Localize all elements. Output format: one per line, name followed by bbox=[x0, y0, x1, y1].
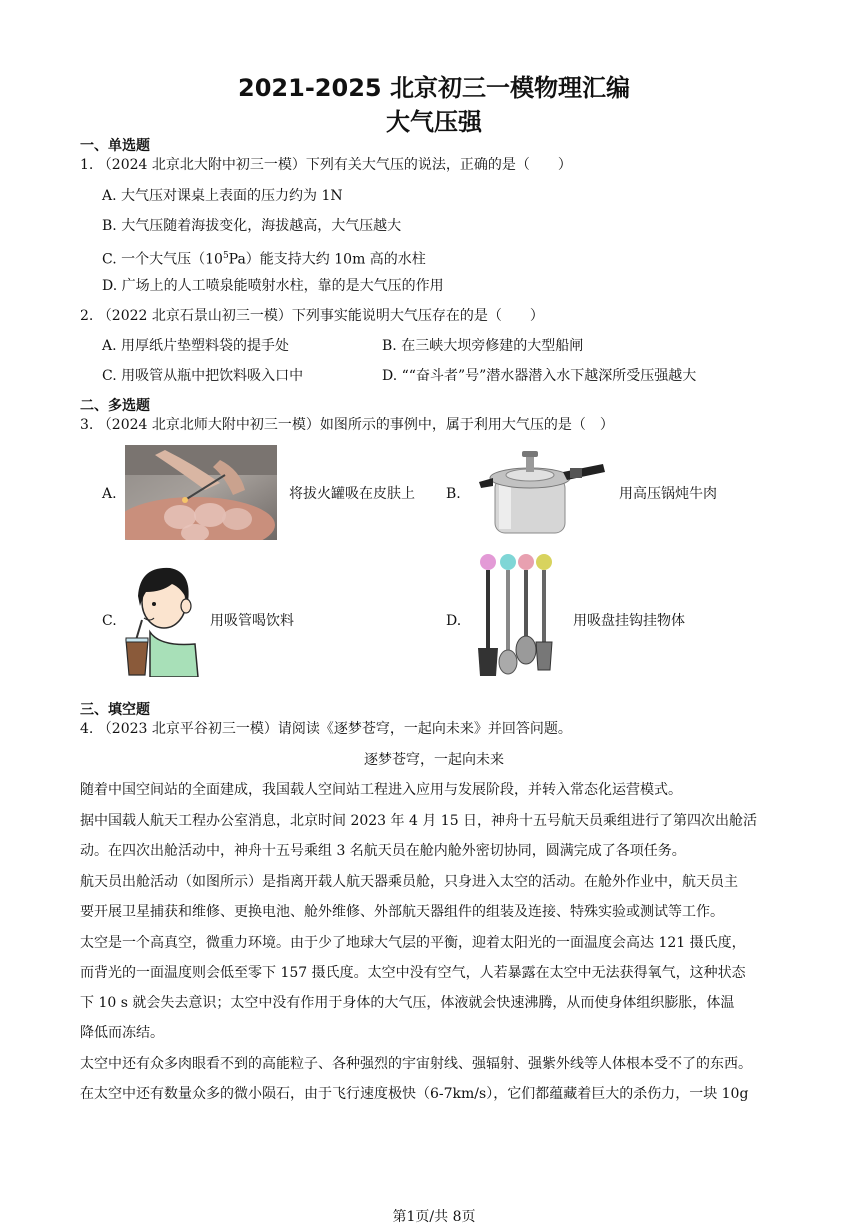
section-heading-fill-in: 三、填空题 bbox=[80, 702, 150, 718]
article-line: 降低而冻结。 bbox=[80, 1025, 164, 1041]
document-subtitle: 大气压强 bbox=[386, 108, 482, 136]
question-1-option-c: C. 一个大气压$(10^5Pa)$能支持大约 10m 高的水柱 bbox=[102, 251, 426, 268]
section-heading-single-choice: 一、单选题 bbox=[80, 138, 150, 154]
question-1-option-b: B. 大气压随着海拔变化，海拔越高，大气压越大 bbox=[102, 218, 402, 234]
section-heading-multiple-choice: 二、多选题 bbox=[80, 398, 150, 414]
article-line: 而背光的一面温度则会低至零下 157 摄氏度。太空中没有空气，人若暴露在太空中无法获得氧气，这种状态 bbox=[80, 965, 746, 981]
question-3-option-b-letter: B. bbox=[446, 486, 461, 502]
question-2-option-c: C. 用吸管从瓶中把饮料吸入口中 bbox=[102, 368, 304, 384]
question-2-option-a: A. 用厚纸片垫塑料袋的提手处 bbox=[102, 338, 290, 354]
article-line: 太空中还有众多肉眼看不到的高能粒子、各种强烈的宇宙射线、强辐射、强紫外线等人体根本受不了的东西。 bbox=[80, 1056, 752, 1072]
question-3-option-a-letter: A. bbox=[102, 486, 117, 502]
question-2-stem: 2. （2022 北京石景山初三一模）下列事实能说明大气压存在的是（ ） bbox=[80, 308, 544, 324]
suction-hook-utensils-image bbox=[474, 552, 559, 680]
question-1-option-a: A. 大气压对课桌上表面的压力约为 1N bbox=[102, 188, 343, 204]
article-line: 在太空中还有数量众多的微小陨石，由于飞行速度极快（6-7km/s），它们都蕴藏着巨大的杀伤力，一块 10g bbox=[80, 1086, 749, 1102]
question-3-option-c-letter: C. bbox=[102, 613, 117, 629]
question-3-option-d-letter: D. bbox=[446, 613, 462, 629]
article-line: 航天员出舱活动（如图所示）是指离开载人航天器乘员舱，只身进入太空的活动。在舱外作业中，航天员主 bbox=[80, 874, 738, 890]
pressure-cooker-image bbox=[475, 448, 610, 540]
question-2-option-d: D. ““奋斗者”号”潜水器潜入水下越深所受压强越大 bbox=[382, 368, 697, 384]
article-line: 据中国载人航天工程办公室消息，北京时间 2023 年 4 月 15 日，神舟十五号航天员乘组进行了第四次出舱活 bbox=[80, 813, 758, 829]
article-line: 太空是一个高真空，微重力环境。由于少了地球大气层的平衡，迎着太阳光的一面温度会高达 121 摄氏度， bbox=[80, 935, 746, 951]
article-line: 要开展卫星捕获和维修、更换电池、舱外维修、外部航天器组件的组装及连接、特殊实验或测试等工作。 bbox=[80, 904, 724, 920]
question-3-stem: 3. （2024 北京北师大附中初三一模）如图所示的事例中，属于利用大气压的是（ ） bbox=[80, 417, 614, 433]
article-line: 动。在四次出舱活动中，神舟十五号乘组 3 名航天员在舱内舱外密切协同，圆满完成了各项任务。 bbox=[80, 843, 686, 859]
question-2-option-b: B. 在三峡大坝旁修建的大型船闸 bbox=[382, 338, 584, 354]
boy-drinking-straw-illustration bbox=[120, 562, 202, 677]
document-title: 2021-2025 北京初三一模物理汇编 bbox=[238, 74, 630, 102]
cupping-therapy-photo bbox=[125, 445, 277, 540]
question-4-stem: 4. （2023 北京平谷初三一模）请阅读《逐梦苍穹，一起向未来》并回答问题。 bbox=[80, 721, 572, 737]
question-1-stem: 1. （2024 北京北大附中初三一模）下列有关大气压的说法，正确的是（ ） bbox=[80, 157, 572, 173]
article-title: 逐梦苍穹，一起向未来 bbox=[364, 752, 504, 768]
page-footer: 第1页/共 8页 bbox=[392, 1209, 476, 1225]
question-3-option-c-text: 用吸管喝饮料 bbox=[210, 613, 294, 629]
article-line: 下 10 s 就会失去意识；太空中没有作用于身体的大气压，体液就会快速沸腾，从而使身体组织膨胀，体温 bbox=[80, 995, 735, 1011]
question-3-option-a-text: 将拔火罐吸在皮肤上 bbox=[289, 486, 415, 502]
question-1-option-d: D. 广场上的人工喷泉能喷射水柱，靠的是大气压的作用 bbox=[102, 278, 444, 294]
question-3-option-d-text: 用吸盘挂钩挂物体 bbox=[573, 613, 685, 629]
article-line: 随着中国空间站的全面建成，我国载人空间站工程进入应用与发展阶段，并转入常态化运营模式。 bbox=[80, 782, 682, 798]
question-3-option-b-text: 用高压锅炖牛肉 bbox=[619, 486, 717, 502]
